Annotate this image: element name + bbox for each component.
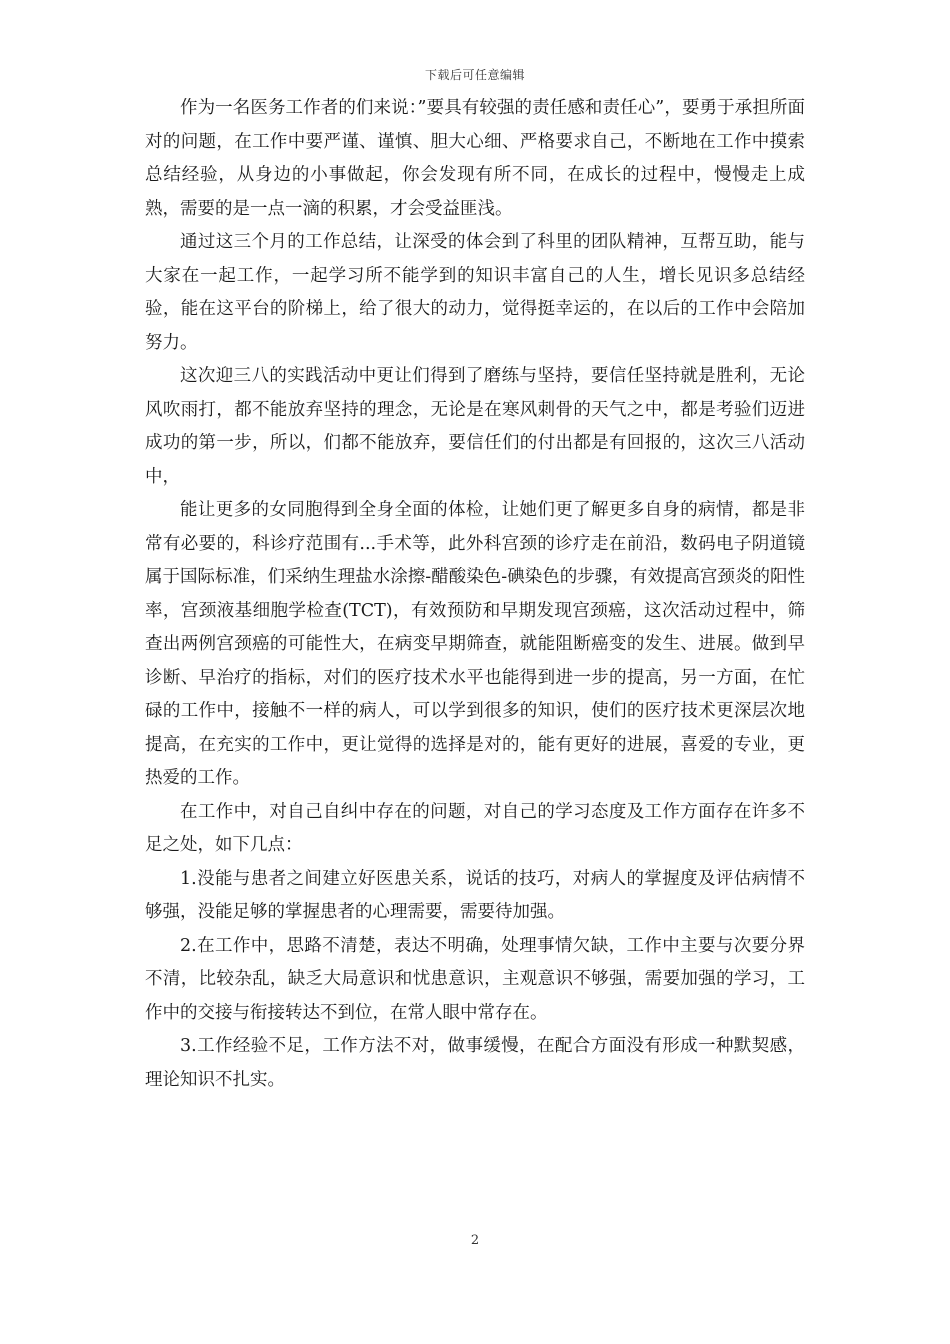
paragraph-5: 在工作中，对自己自纠中存在的问题，对自己的学习态度及工作方面存在许多不足之处，如下几点：	[145, 801, 805, 855]
list-item-1: 1.没能与患者之间建立好医患关系，说话的技巧，对病人的掌握度及评估病情不够强，没能足够的掌握患者的心理需要，需要待加强。	[145, 868, 805, 922]
paragraph-2: 通过这三个月的工作总结，让深受的体会到了科里的团队精神，互帮互助，能与大家在一起工作，一起学习所不能学到的知识丰富自己的人生，增长见识多总结经验，能在这平台的阶梯上，给了很大的动力，觉得挺幸运的，在以后的工作中会陪加努力。	[145, 232, 805, 353]
paragraph-3: 这次迎三八的实践活动中更让们得到了磨练与坚持，要信任坚持就是胜利，无论风吹雨打，都不能放弃坚持的理念，无论是在寒风刺骨的天气之中，都是考验们迈进成功的第一步，所以，们都不能放弃，要信任们的付出都是有回报的，这次三八活动中，	[145, 366, 805, 487]
list-item-3: 3.工作经验不足，工作方法不对，做事缓慢，在配合方面没有形成一种默契感，理论知识不扎实。	[145, 1036, 805, 1090]
page-header: 下载后可任意编辑	[424, 68, 525, 82]
document-body	[145, 92, 805, 1097]
paragraph-4: 能让更多的女同胞得到全身全面的体检，让她们更了解更多自身的病情，都是非常有必要的，科诊疗范围有...手术等，此外科宫颈的诊疗走在前沿，数码电子阴道镜属于国际标准，们采纳生理盐水涂擦-醋酸染色-碘染色的步骤，有效提高宫颈炎的阳性率，宫颈液基细胞学检查(TCT)，有效预防和早期发现宫颈癌，这次活动过程中，筛查出两例宫颈癌的可能性大，在病变早期筛查，就能阻断癌变的发生、进展。做到早诊断、早治疗的指标，对们的医疗技术水平也能得到进一步的提高，另一方面，在忙碌的工作中，接触不一样的病人，可以学到很多的知识，使们的医疗技术更深层次地提高，在充实的工作中，更让觉得的选择是对的，能有更好的进展，喜爱的专业，更热爱的工作。	[145, 500, 805, 788]
paragraph-1: 作为一名医务工作者的们来说：”要具有较强的责任感和责任心”，要勇于承担所面对的问题，在工作中要严谨、谨慎、胆大心细、严格要求自己，不断地在工作中摸索总结经验，从身边的小事做起，你会发现有所不同，在成长的过程中，慢慢走上成熟，需要的是一点一滴的积累，才会受益匪浅。	[145, 98, 805, 219]
page-number: 2	[470, 1233, 480, 1248]
list-item-2: 2.在工作中，思路不清楚，表达不明确，处理事情欠缺，工作中主要与次要分界不清，比较杂乱，缺乏大局意识和忧患意识，主观意识不够强，需要加强的学习，工作中的交接与衔接转达不到位，在常人眼中常存在。	[145, 935, 805, 1023]
